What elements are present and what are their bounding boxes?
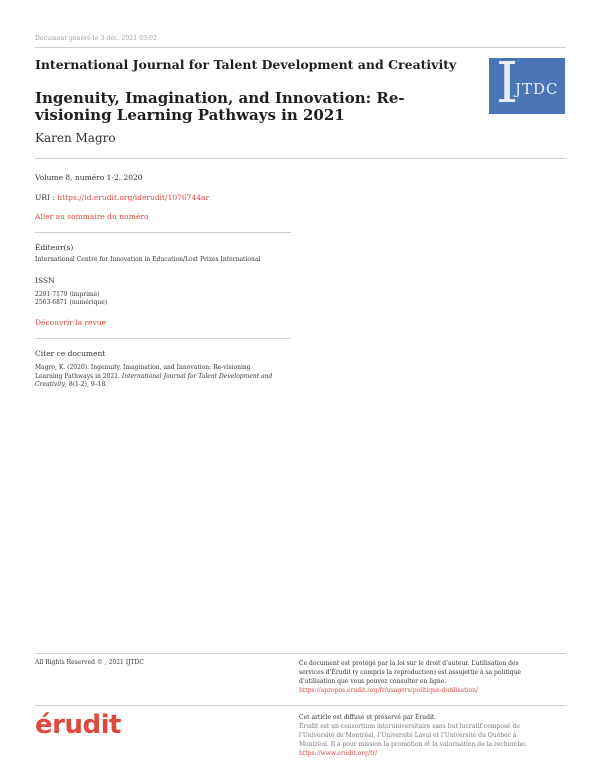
cite-label: Citer ce document [35, 349, 106, 358]
erudit-divider [35, 705, 566, 706]
issn-print: 2291-7179 (imprimé) [35, 291, 100, 298]
volume-info: Volume 8, numéro 1-2, 2020 [35, 173, 143, 182]
issn-digital: 2563-6871 (numérique) [35, 299, 108, 306]
toc-link[interactable]: Aller au sommaire du numéro [35, 212, 149, 221]
policy-link[interactable]: https://apropos.erudit.org/fr/usagers/politique-dutilisation/ [299, 687, 478, 694]
journal-title: International Journal for Talent Development and Creativity [35, 57, 457, 72]
citation-line-2 [35, 373, 305, 382]
copyright-notice [299, 659, 565, 695]
erudit-link[interactable]: https://www.erudit.org/fr/ [299, 750, 378, 757]
citation-text [35, 364, 305, 390]
citation-line-3 [35, 381, 305, 390]
erudit-logo: érudit [35, 710, 121, 740]
logo-big-letter: I [496, 58, 519, 114]
copyright-line-3: d’utilisation que vous pouvez consulter en ligne. [299, 678, 447, 685]
generated-date: Document généré le 3 déc. 2021 03:02 [35, 35, 157, 42]
copyright-line-1: Ce document est protégé par la loi sur le droit d’auteur. L’utilisation des [299, 660, 519, 667]
journal-logo [489, 58, 565, 114]
article-author: Karen Magro [35, 131, 116, 145]
publisher-label: Éditeur(s) [35, 243, 74, 252]
publisher-name: International Centre for Innovation in Education/Lost Prizes International [35, 256, 261, 263]
citation-line-2-text: Learning Pathways in 2021. [35, 372, 122, 380]
section-divider-1 [35, 232, 291, 233]
discover-journal-link[interactable]: Découvrir la revue [35, 318, 106, 327]
header-divider [35, 47, 566, 48]
rights-reserved: All Rights Reserved © , 2021 IJTDC [35, 659, 144, 666]
citation-creativity-italic: Creativity [35, 381, 66, 388]
logo-small-letters: JTDC [515, 80, 559, 98]
footer-divider [35, 653, 566, 654]
diffuse-text: Cet article est diffusé et préservé par Érudit. [299, 714, 437, 721]
article-title: Ingenuity, Imagination, and Innovation: Re-visioning Learning Pathways in 2021 [35, 89, 405, 124]
uri-label: URI : [35, 193, 58, 202]
consortium-line-3: Montréal. Il a pour mission la promotion et la valorisation de la recherche. [299, 741, 527, 748]
citation-line-1: Magro, K. (2020). Ingenuity, Imagination, and Innovation: Re-visioning [35, 364, 251, 371]
citation-pages: , 8(1-2), 9–18. [65, 381, 108, 388]
title-divider [35, 158, 566, 159]
issn-label: ISSN [35, 276, 55, 285]
consortium-line-1: Érudit est un consortium interuniversitaire sans but lucratif composé de [299, 723, 520, 730]
citation-journal-italic: International Journal for Talent Development and [121, 372, 273, 380]
copyright-line-2: services d’Érudit (y compris la reproduction) est assujettie à sa politique [299, 669, 521, 676]
consortium-line-2: l’Université de Montréal, l’Université Laval et l’Université du Québec à [299, 732, 517, 739]
erudit-info [299, 713, 565, 758]
uri-link[interactable]: https://id.erudit.org/iderudit/1076744ar [57, 193, 210, 202]
uri-line [35, 193, 209, 202]
section-divider-2 [35, 338, 291, 339]
